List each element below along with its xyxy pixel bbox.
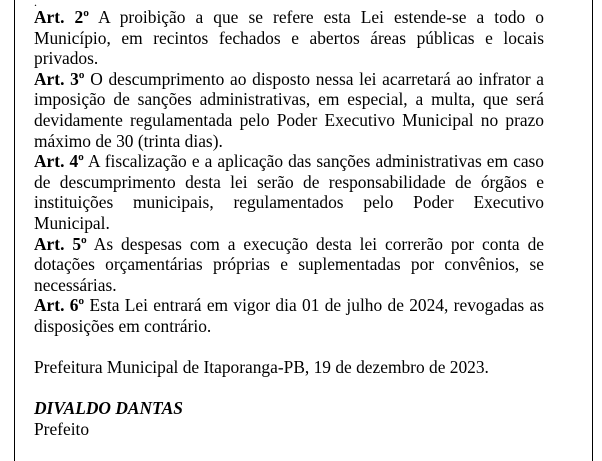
document-body [34,2,544,439]
article-label: Art. 4º [34,151,84,172]
signatory-role: Prefeito [34,418,90,439]
article-4 [34,151,544,233]
blank-line [34,378,544,399]
article-label: Art. 5º [34,233,87,254]
article-text: A proibição a que se refere esta Lei estende-se a todo o Município, em recintos fechados e abertos áreas públicas e locais privados. [34,7,544,69]
article-2 [34,7,544,69]
signatory-name: DIVALDO DANTAS [34,398,183,419]
article-label: Art. 2º [34,7,89,27]
article-5 [34,234,544,296]
place-date-line: Prefeitura Municipal de Itaporanga-PB, 19 de dezembro de 2023. [34,357,489,378]
leading-mark: . [34,0,37,9]
article-text: Esta Lei entrará em vigor dia 01 de julho de 2024, revogadas as disposições em contrário. [34,295,544,336]
article-text: As despesas com a execução desta lei correrão por conta de dotações orçamentárias próprias e suplementadas por convênios, se necessárias. [34,233,544,295]
page-border-right [592,0,593,461]
article-6 [34,295,544,336]
article-text: A fiscalização e a aplicação das sanções administrativas em caso de descumprimento desta lei serão de responsabilidade de órgãos e instituições municipais, regulamentados pelo Poder Executivo Municipal. [34,151,545,233]
article-label: Art. 3º [34,68,85,89]
article-label: Art. 6º [34,295,85,316]
page-border-left [14,0,15,461]
article-text: O descumprimento ao disposto nessa lei acarretará ao infrator a imposição de sanções administrativas, em especial, a multa, que será devidamente regulamentada pelo Poder Executivo Municipal no prazo máximo de 30 (trinta dias). [34,68,544,151]
article-3 [34,69,544,151]
blank-line [34,337,544,358]
